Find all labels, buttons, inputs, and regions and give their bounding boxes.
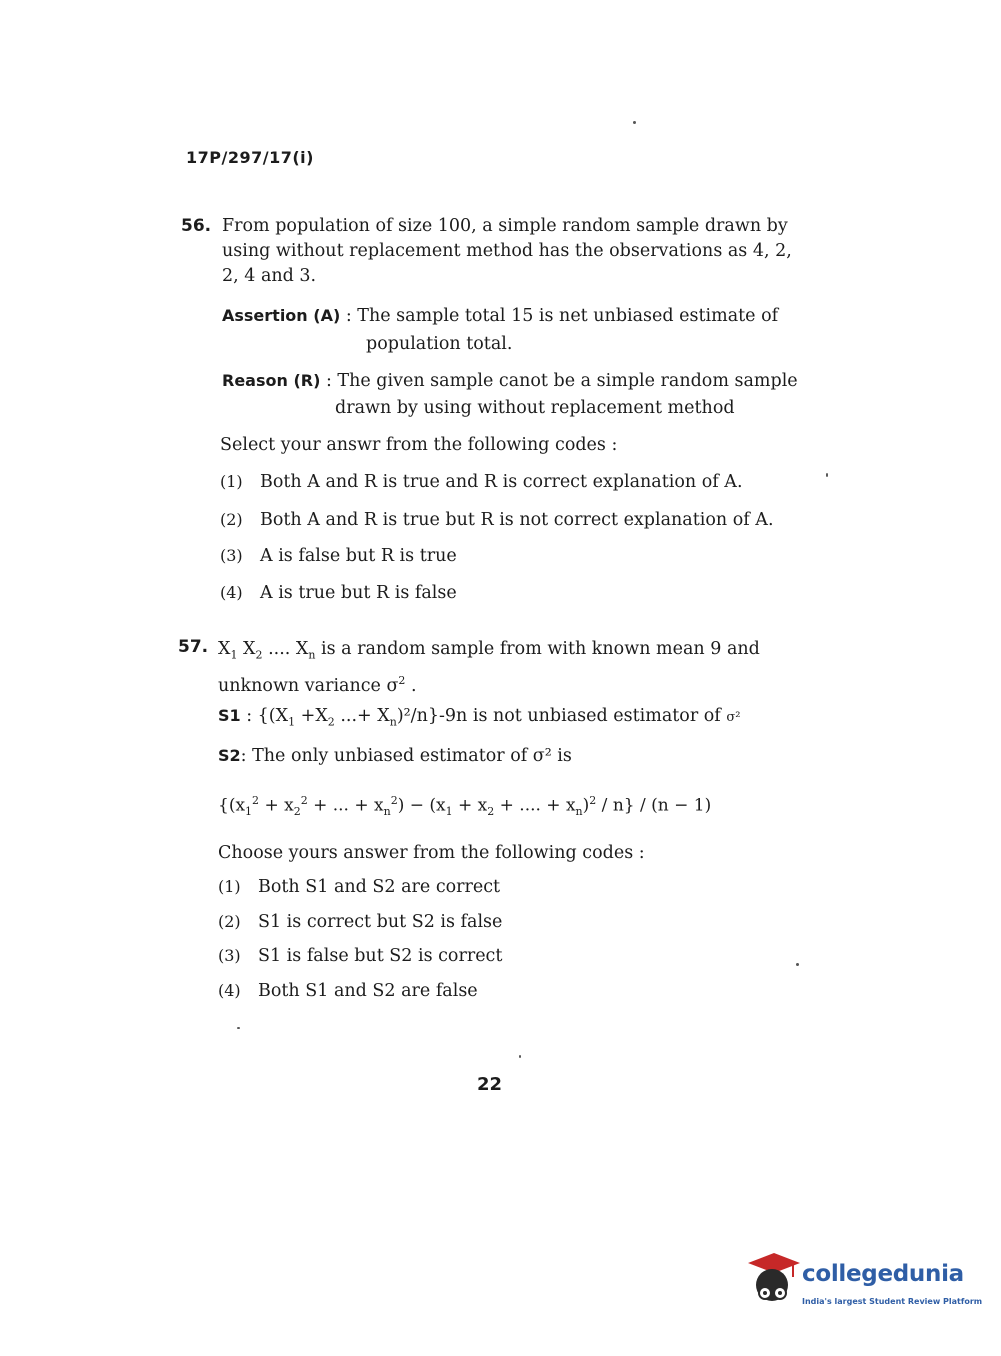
- question-56-instruction: Select your answr from the following codes :: [220, 435, 618, 455]
- question-57-option-1: [218, 877, 500, 897]
- question-57-option-3: [218, 946, 502, 966]
- question-56-stem-line: using without replacement method has the observations as 4, 2,: [222, 241, 792, 261]
- question-56-stem: [222, 214, 792, 289]
- question-57-option-4: [218, 981, 478, 1001]
- s1-label: S1: [218, 706, 241, 725]
- option-text: A is false but R is true: [260, 546, 457, 566]
- brand-tagline: India's largest Student Review Platform: [802, 1297, 983, 1306]
- assertion-label: Assertion (A): [222, 306, 341, 325]
- brand-name: collegedunia: [802, 1261, 964, 1287]
- question-57-instruction: Choose yours answer from the following codes :: [218, 843, 645, 863]
- question-56-stem-line: 2, 4 and 3.: [222, 266, 317, 286]
- s2-text: : The only unbiased estimator of σ² is: [240, 746, 572, 766]
- statement-s1: S1 : {($X_1 +X_2$ ...+ $X_n)^2/n\}-9n$ is not unbiased estimator of σ²: [218, 706, 741, 729]
- option-number: (3): [218, 946, 241, 965]
- graduate-mascot-icon: [744, 1249, 802, 1313]
- option-number: (1): [220, 472, 243, 491]
- scan-speck: [826, 473, 828, 477]
- option-number: (2): [218, 912, 241, 931]
- scan-speck: [237, 1027, 240, 1029]
- question-57-stem: [218, 637, 760, 698]
- page-number: 22: [477, 1074, 503, 1095]
- question-56-option-3: [220, 546, 457, 566]
- estimator-formula: {($x_1^2 + x_2^2$ + ... + $x_n^2) - (x_1 + x_2$ + .... + $x_n)^2 / n\} / (n - 1)$: [218, 794, 712, 819]
- question-57-number: 57.: [178, 637, 209, 657]
- question-56-option-4: [220, 583, 457, 603]
- option-text: Both A and R is true but R is not correct explanation of A.: [260, 510, 774, 530]
- paper-code: 17P/297/17(i): [186, 148, 314, 167]
- option-text: A is true but R is false: [260, 583, 457, 603]
- option-text: S1 is correct but S2 is false: [258, 912, 503, 932]
- question-56-number: 56.: [181, 216, 212, 236]
- question-56-option-1: [220, 472, 743, 492]
- reason-text: : The given sample canot be a simple random sample: [325, 371, 798, 391]
- reason: [222, 371, 798, 391]
- option-text: Both A and R is true and R is correct explanation of A.: [260, 472, 743, 492]
- scan-speck: [633, 121, 636, 124]
- option-number: (3): [220, 546, 243, 565]
- option-number: (1): [218, 877, 241, 896]
- question-57-option-2: [218, 912, 502, 932]
- assertion-text: : The sample total 15 is net unbiased estimate of: [345, 306, 779, 326]
- question-57-stem-line: unknown variance $\sigma^2$ .: [218, 673, 417, 696]
- s2-label: S2: [218, 746, 241, 765]
- scan-speck: [519, 1055, 521, 1058]
- option-number: (4): [220, 583, 243, 602]
- reason-continued: drawn by using without replacement method: [335, 398, 735, 418]
- option-text: Both S1 and S2 are false: [258, 981, 478, 1001]
- statement-s2: [218, 746, 572, 766]
- assertion-continued: population total.: [366, 334, 513, 354]
- assertion: [222, 306, 778, 326]
- option-text: Both S1 and S2 are correct: [258, 877, 501, 897]
- scan-speck: [796, 963, 799, 966]
- option-number: (4): [218, 981, 241, 1000]
- reason-label: Reason (R): [222, 371, 321, 390]
- question-57-stem-line: $X_1$ $X_2$ .... $X_n$ is a random sample from with known mean 9 and: [218, 639, 760, 662]
- question-56-stem-line: From population of size 100, a simple random sample drawn by: [222, 216, 788, 236]
- option-text: S1 is false but S2 is correct: [258, 946, 503, 966]
- collegedunia-logo: [744, 1249, 983, 1313]
- question-56-option-2: [220, 510, 774, 530]
- option-number: (2): [220, 510, 243, 529]
